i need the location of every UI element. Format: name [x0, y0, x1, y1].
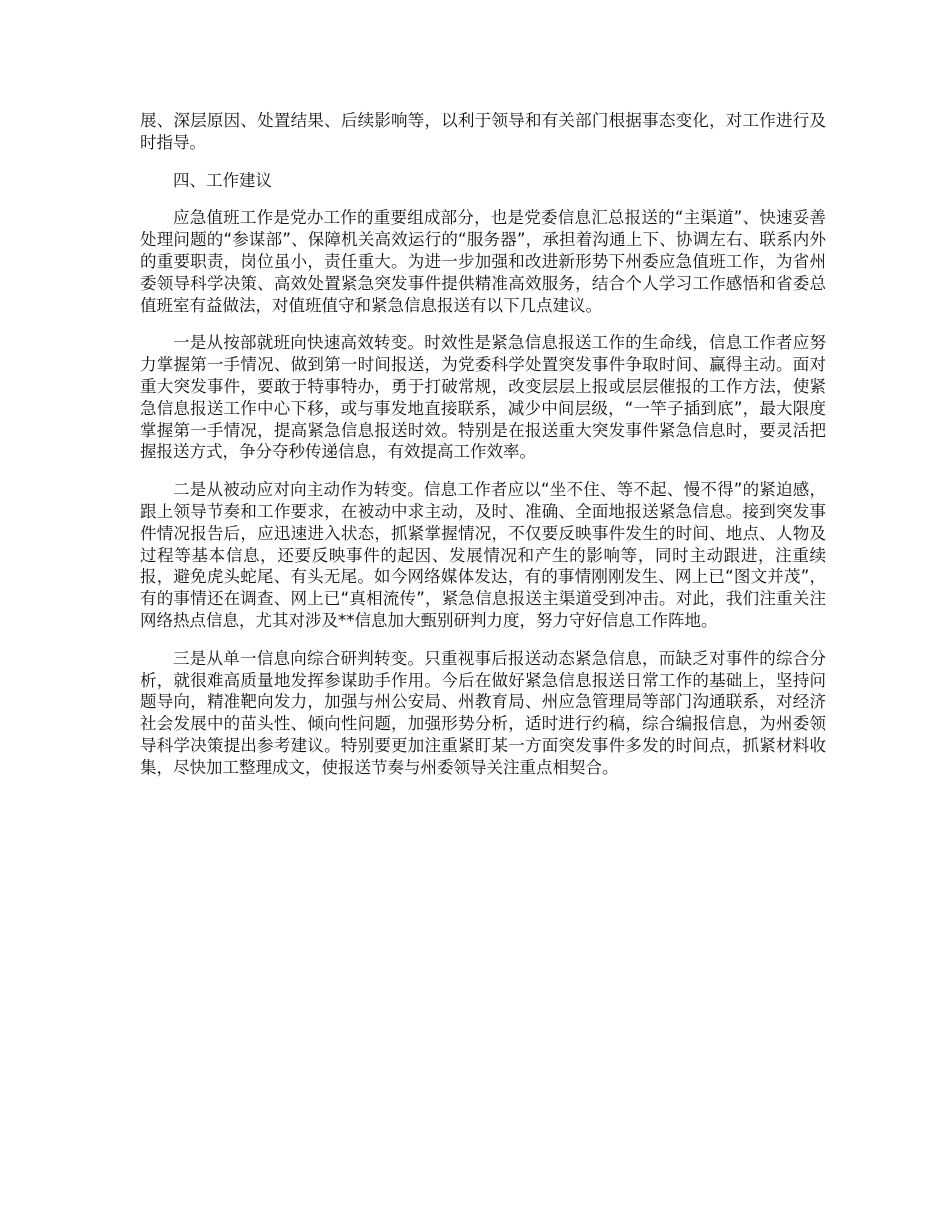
suggestion-paragraph-2: 二是从被动应对向主动作为转变。信息工作者应以“坐不住、等不起、慢不得”的紧迫感，跟上领导节奏和工作要求，在被动中求主动，及时、准确、全面地报送紧急信息。接到突发事件情况报告后，应迅速进入状态，抓紧掌握情况，不仅要反映事件发生的时间、地点、人物及过程等基本信息，还要反映事件的起因、发展情况和产生的影响等，同时主动跟进，注重续报，避免虎头蛇尾、有头无尾。如今网络媒体发达，有的事情刚刚发生、网上已“图文并茂”，有的事情还在调查、网上已“真相流传”，紧急信息报送主渠道受到冲击。对此，我们注重关注网络热点信息，尤其对涉及**信息加大甄别研判力度，努力守好信息工作阵地。 [140, 480, 826, 630]
document-page [140, 110, 826, 795]
continuation-paragraph: 展、深层原因、处置结果、后续影响等，以利于领导和有关部门根据事态变化，对工作进行及时指导。 [140, 111, 826, 152]
intro-paragraph: 应急值班工作是党办工作的重要组成部分，也是党委信息汇总报送的“主渠道”、快速妥善处理问题的“参谋部”、保障机关高效运行的“服务器”，承担着沟通上下、协调左右、联系内外的重要职责，岗位虽小，责任重大。为进一步加强和改进新形势下州委应急值班工作，为省州委领导科学决策、高效处置紧急突发事件提供精准高效服务，结合个人学习工作感悟和省委总值班室有益做法，对值班值守和紧急信息报送有以下几点建议。 [140, 208, 826, 315]
suggestion-paragraph-1: 一是从按部就班向快速高效转变。时效性是紧急信息报送工作的生命线，信息工作者应努力掌握第一手情况、做到第一时间报送，为党委科学处置突发事件争取时间、赢得主动。面对重大突发事件，要敢于特事特办，勇于打破常规，改变层层上报或层层催报的工作方法，使紧急信息报送工作中心下移，或与事发地直接联系，减少中间层级，“一竿子插到底”，最大限度掌握第一手情况，提高紧急信息报送时效。特别是在报送重大突发事件紧急信息时，要灵活把握报送方式，争分夺秒传递信息，有效提高工作效率。 [140, 333, 826, 462]
suggestion-paragraph-3: 三是从单一信息向综合研判转变。只重视事后报送动态紧急信息，而缺乏对事件的综合分析，就很难高质量地发挥参谋助手作用。今后在做好紧急信息报送日常工作的基础上，坚持问题导向，精准靶向发力，加强与州公安局、州教育局、州应急管理局等部门沟通联系，对经济社会发展中的苗头性、倾向性问题，加强形势分析，适时进行约稿，综合编报信息，为州委领导科学决策提出参考建议。特别要更加注重紧盯某一方面突发事件多发的时间点，抓紧材料收集，尽快加工整理成文，使报送节奏与州委领导关注重点相契合。 [140, 648, 826, 777]
section-heading: 四、工作建议 [173, 170, 272, 190]
